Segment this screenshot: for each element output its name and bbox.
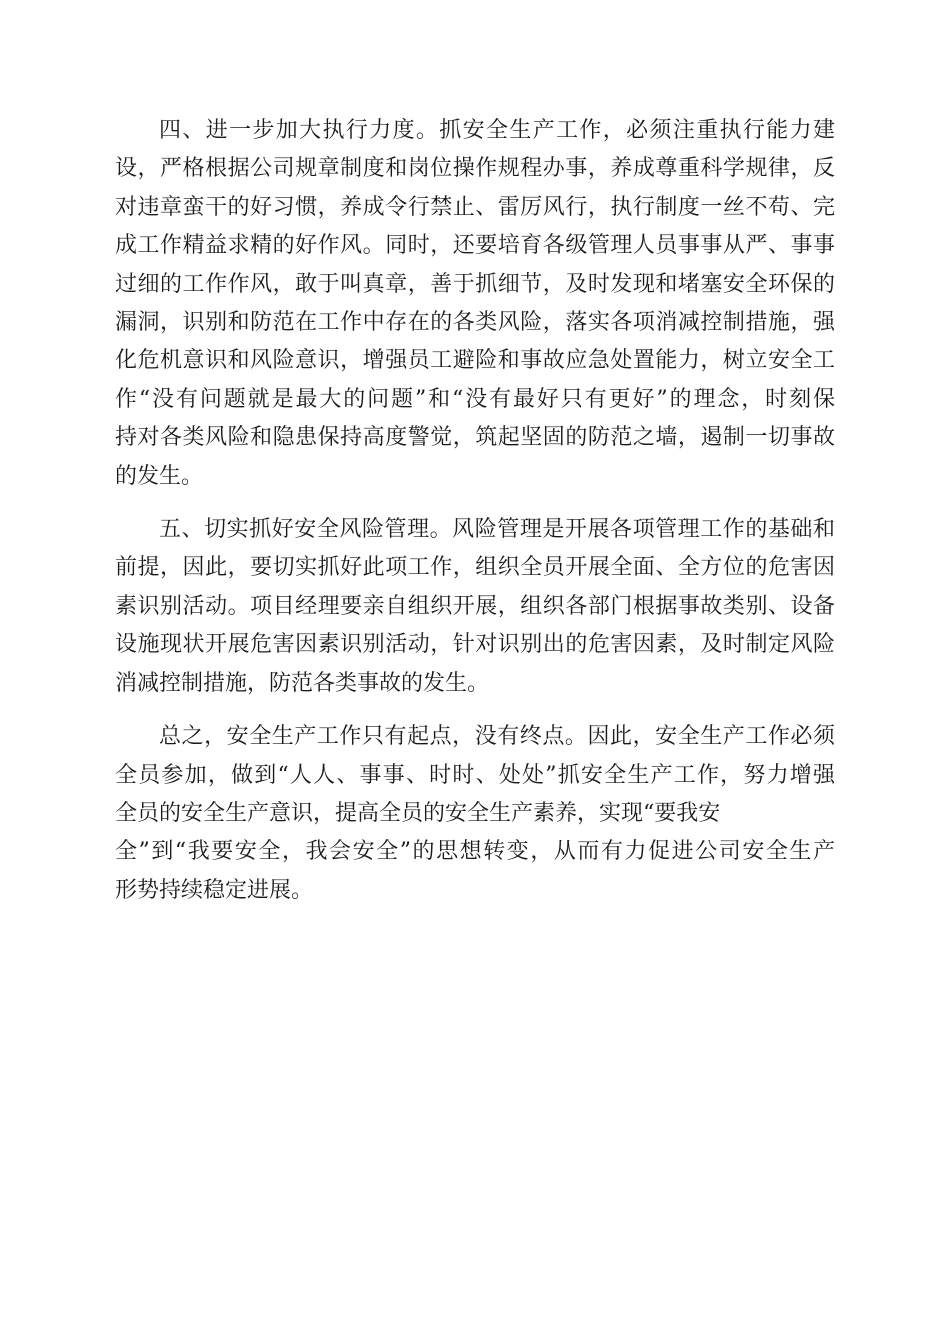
- paragraph-line: 前提，因此，要切实抓好此项工作，组织全员开展全面、全方位的危害因: [115, 555, 835, 581]
- paragraph-line: 总之，安全生产工作只有起点，没有终点。因此，安全生产工作必须: [159, 724, 835, 750]
- paragraph-risk-management: [115, 511, 835, 703]
- paragraph-line: 化危机意识和风险意识，增强员工避险和事故应急处置能力，树立安全工: [115, 348, 835, 374]
- paragraph-conclusion: [115, 718, 835, 910]
- paragraph-line: 漏洞，识别和防范在工作中存在的各类风险，落实各项消减控制措施，强: [115, 310, 835, 336]
- paragraph-line: 消减控制措施，防范各类事故的发生。: [115, 670, 490, 696]
- paragraph-execution: [115, 112, 835, 496]
- document-body: [115, 112, 835, 910]
- paragraph-line: 全员参加，做到“人人、事事、时时、处处”抓安全生产工作，努力增强: [115, 762, 835, 788]
- paragraph-line: 素识别活动。项目经理要亲自组织开展，组织各部门根据事故类别、设备: [115, 593, 835, 619]
- paragraph-line: 四、进一步加大执行力度。抓安全生产工作，必须注重执行能力建: [159, 118, 835, 143]
- paragraph-line: 过细的工作作风，敢于叫真章，善于抓细节，及时发现和堵塞安全环保的: [115, 271, 835, 297]
- paragraph-line: 五、切实抓好安全风险管理。风险管理是开展各项管理工作的基础和: [159, 517, 835, 543]
- paragraph-line: 形势持续稳定进展。: [115, 877, 314, 903]
- paragraph-line: 设，严格根据公司规章制度和岗位操作规程办事，养成尊重科学规律，反: [115, 156, 835, 182]
- paragraph-line: 作“没有问题就是最大的问题”和“没有最好只有更好”的理念，时刻保: [115, 386, 835, 412]
- paragraph-line: 设施现状开展危害因素识别活动，针对识别出的危害因素，及时制定风险: [115, 632, 835, 658]
- paragraph-line: 成工作精益求精的好作风。同时，还要培育各级管理人员事事从严、事事: [115, 233, 835, 259]
- paragraph-line: 持对各类风险和隐患保持高度警觉，筑起坚固的防范之墙，遏制一切事故: [115, 425, 835, 451]
- paragraph-line: 全”到“我要安全，我会安全”的思想转变，从而有力促进公司安全生产: [115, 839, 835, 865]
- paragraph-line: 对违章蛮干的好习惯，养成令行禁止、雷厉风行，执行制度一丝不苟、完: [115, 194, 835, 220]
- paragraph-line: 全员的安全生产意识，提高全员的安全生产素养，实现“要我安: [115, 800, 721, 826]
- paragraph-line: 的发生。: [115, 463, 204, 489]
